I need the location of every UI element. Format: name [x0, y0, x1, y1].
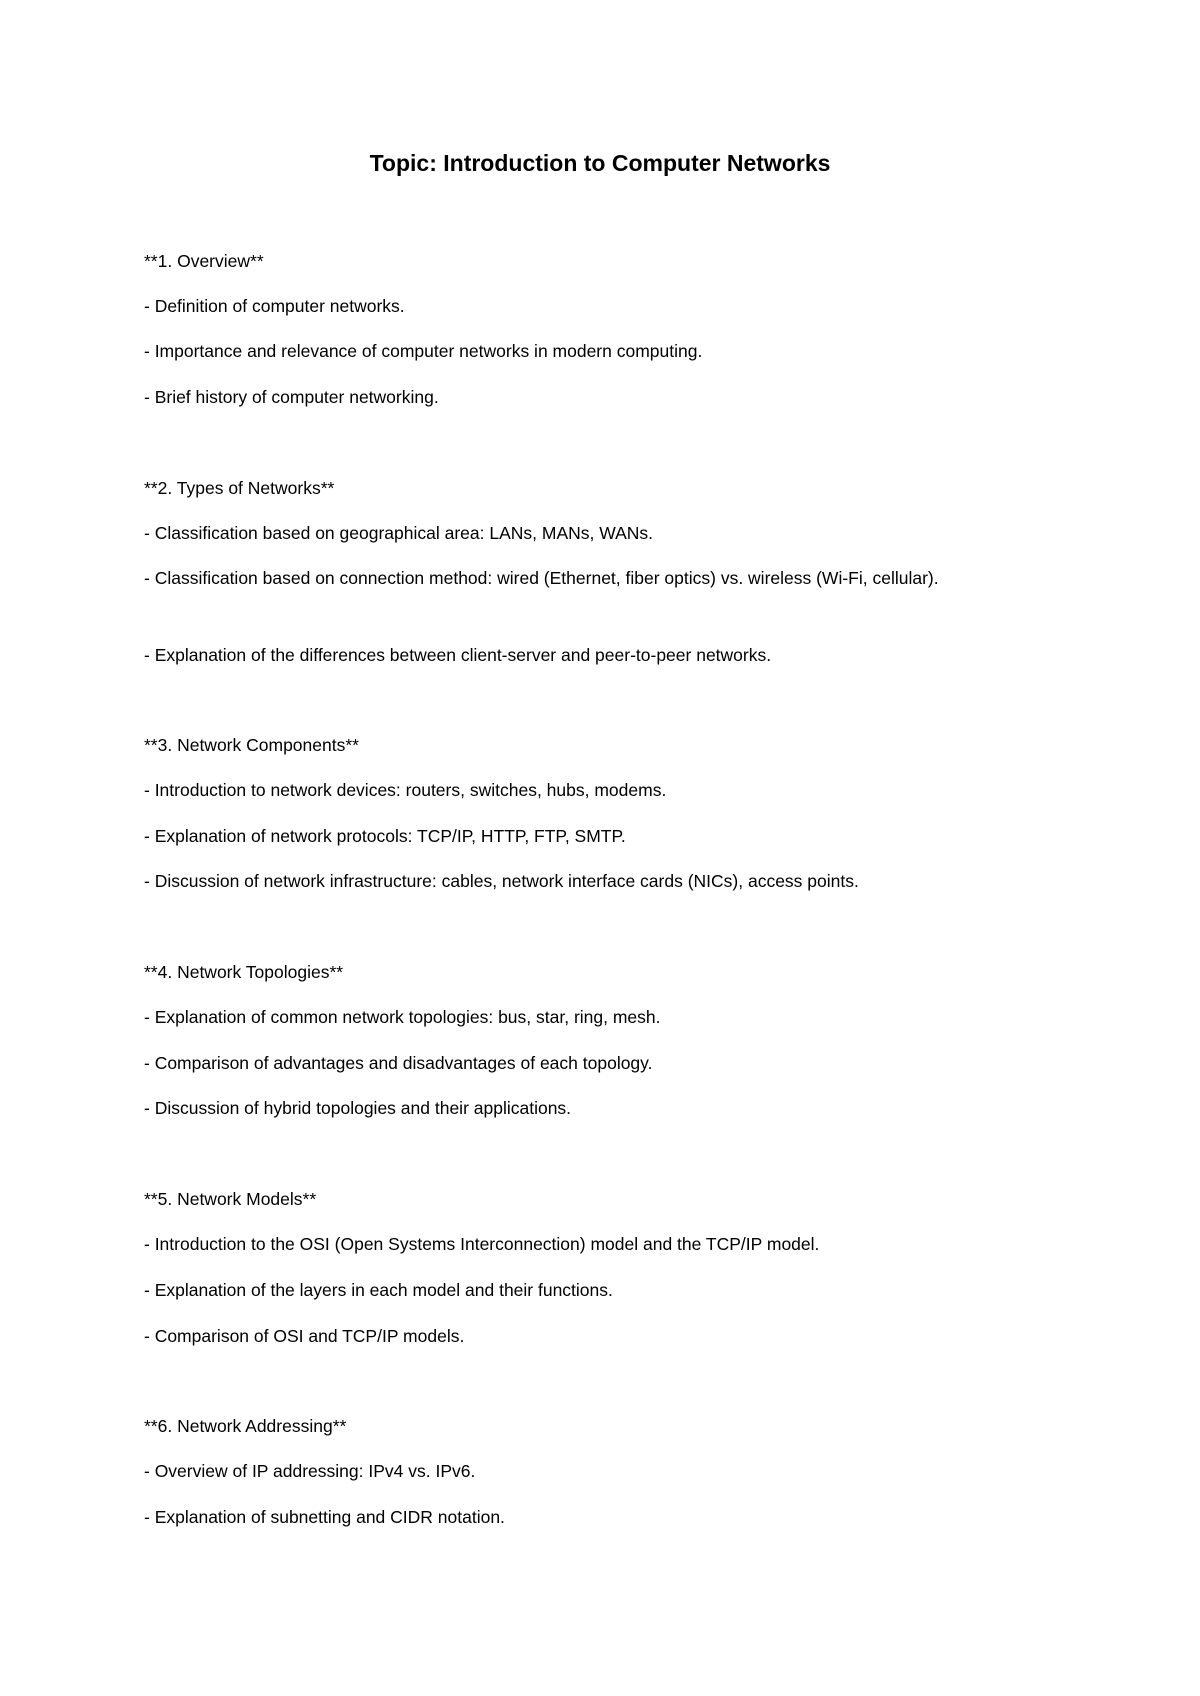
- list-item: - Importance and relevance of computer networks in modern computing.: [144, 341, 703, 361]
- list-item: - Discussion of network infrastructure: cables, network interface cards (NICs), access points.: [144, 871, 859, 891]
- section-heading-network-models: **5. Network Models**: [144, 1189, 317, 1209]
- section-heading-network-components: **3. Network Components**: [144, 735, 359, 755]
- list-item: - Comparison of OSI and TCP/IP models.: [144, 1326, 465, 1346]
- list-item: - Explanation of the differences between client-server and peer-to-peer networks.: [144, 645, 772, 665]
- section-heading-overview: **1. Overview**: [144, 251, 264, 271]
- list-item: - Introduction to network devices: routers, switches, hubs, modems.: [144, 780, 667, 800]
- list-item: - Brief history of computer networking.: [144, 387, 439, 407]
- list-item: - Comparison of advantages and disadvantages of each topology.: [144, 1053, 653, 1073]
- section-heading-types-of-networks: **2. Types of Networks**: [144, 478, 335, 498]
- document-title: Topic: Introduction to Computer Networks: [369, 150, 831, 176]
- section-heading-network-topologies: **4. Network Topologies**: [144, 962, 344, 982]
- list-item: - Explanation of subnetting and CIDR notation.: [144, 1507, 505, 1527]
- list-item: - Explanation of the layers in each model and their functions.: [144, 1280, 613, 1300]
- list-item: - Introduction to the OSI (Open Systems Interconnection) model and the TCP/IP model.: [144, 1234, 820, 1254]
- list-item: - Discussion of hybrid topologies and their applications.: [144, 1098, 572, 1118]
- list-item: - Definition of computer networks.: [144, 296, 405, 316]
- list-item: - Classification based on connection method: wired (Ethernet, fiber optics) vs. wireless (Wi-Fi, cellular).: [144, 568, 939, 588]
- section-heading-network-addressing: **6. Network Addressing**: [144, 1416, 347, 1436]
- list-item: - Explanation of network protocols: TCP/IP, HTTP, FTP, SMTP.: [144, 826, 626, 846]
- list-item: - Classification based on geographical area: LANs, MANs, WANs.: [144, 523, 654, 543]
- list-item: - Overview of IP addressing: IPv4 vs. IPv6.: [144, 1461, 476, 1481]
- list-item: - Explanation of common network topologies: bus, star, ring, mesh.: [144, 1007, 661, 1027]
